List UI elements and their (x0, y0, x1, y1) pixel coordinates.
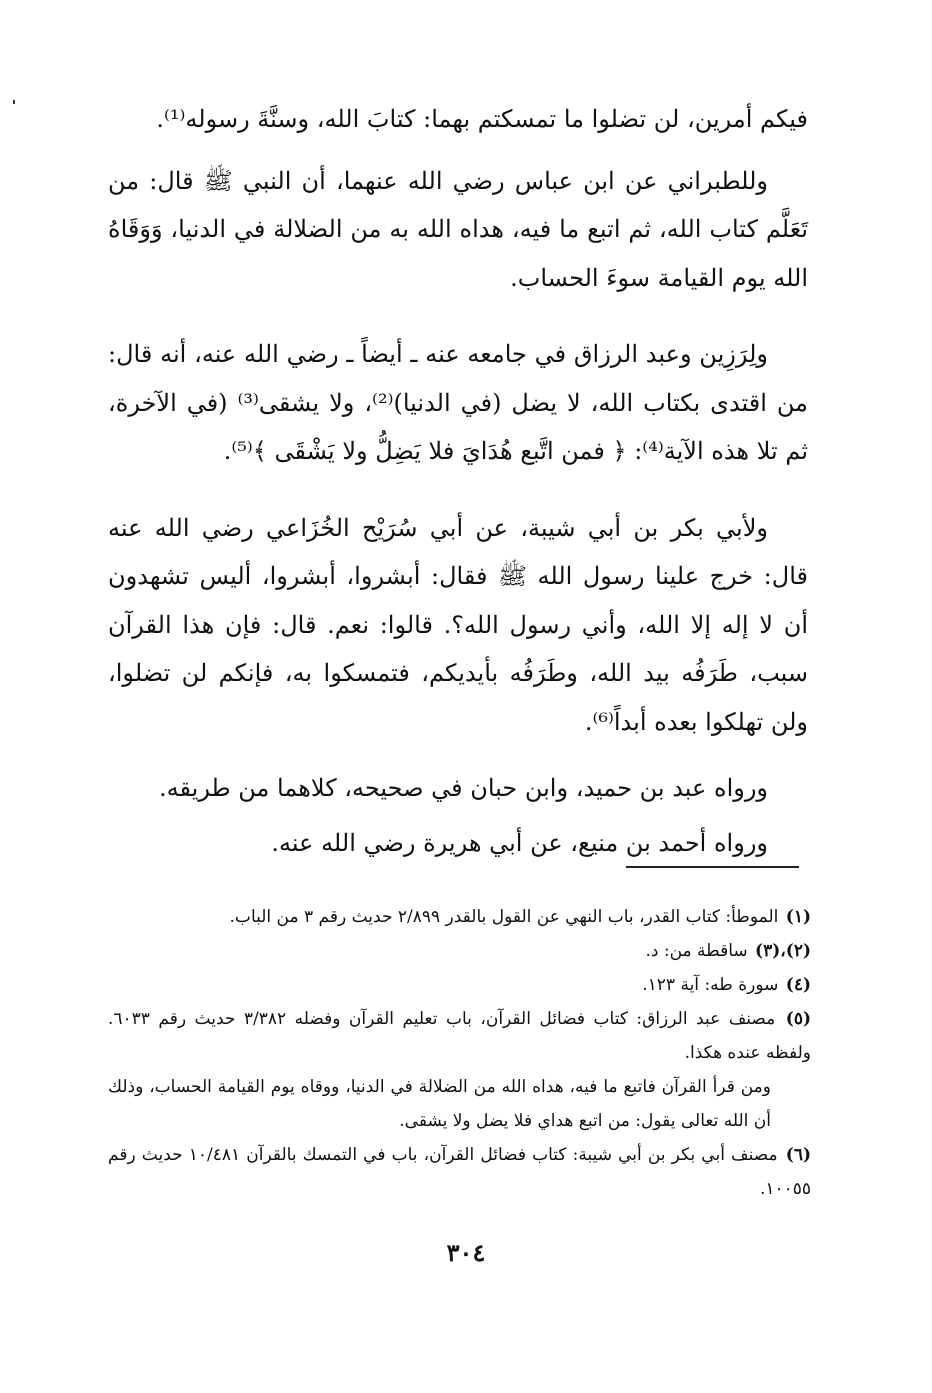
footnote-number: (٤) (785, 975, 811, 995)
footnote-number: (٦) (785, 1145, 811, 1165)
page-number: ٣٠٤ (446, 1238, 486, 1267)
footnote-6 (108, 1138, 811, 1206)
footnote-text: الموطأ: كتاب القدر، باب النهي عن القول بالقدر ٢/٨٩٩ حديث رقم ٣ من الباب. (229, 907, 779, 927)
main-text-block (108, 95, 808, 867)
footnote-separator (626, 866, 799, 868)
footnote-number: (٢)،(٣) (755, 941, 811, 961)
footnote-number: (٥) (785, 1009, 811, 1029)
footnote-number: (١) (785, 907, 811, 927)
footnote-2-3 (108, 934, 811, 968)
footnote-text: ساقطة من: د. (645, 941, 748, 961)
footnote-5 (108, 1002, 811, 1070)
main-paragraph-3: ولِرَزِين وعبد الرزاق في جامعه عنه ـ أيضاً ـ رضي الله عنه، أنه قال: من اقتدى بكتاب الله، لا يضل (في الدنيا)⁽²⁾، ولا يشقى⁽³⁾ (في الآخرة، ثم تلا هذه الآية⁽⁴⁾: ﴿ فمن اتَّبع هُدَايَ فلا يَضِلُّ ولا يَشْقَى ﴾⁽⁵⁾. (108, 340, 809, 465)
main-paragraph-4: ولأبي بكر بن أبي شيبة، عن أبي سُرَيْح الخُزَاعي رضي الله عنه قال: خرج علينا رسول الله ﷺ فقال: أبشروا، أبشروا، أليس تشهدون أن لا إله إلا الله، وأني رسول الله؟. قالوا: نعم. قال: فإن هذا القرآن سبب، طَرَفُه بيد الله، وطَرَفُه بأيديكم، فتمسكوا به، فإنكم لن تضلوا، ولن تهلكوا بعده أبداً⁽⁶⁾. (108, 513, 808, 736)
main-paragraph-2: وللطبراني عن ابن عباس رضي الله عنهما، أن النبي ﷺ قال: من تَعَلَّم كتاب الله، ثم اتبع ما فيه، هداه الله به من الضلالة في الدنيا، وَوَقَاهُ الله يوم القيامة سوءَ الحساب. (108, 166, 808, 292)
main-paragraph-6: ورواه أحمد بن منيع، عن أبي هريرة رضي الله عنه. (271, 828, 768, 857)
footnotes-block (108, 900, 811, 1206)
footnote-text: مصنف أبي بكر بن أبي شيبة: كتاب فضائل القرآن، باب في التمسك بالقرآن ١٠/٤٨١ حديث رقم ١٠٠٥٥. (108, 1145, 811, 1199)
scan-speck (13, 100, 15, 104)
footnote-5-continuation (108, 1070, 811, 1138)
footnote-1 (108, 900, 811, 934)
footnote-text: سورة طه: آية ١٢٣. (642, 975, 779, 995)
footnote-text: ومن قرأ القرآن فاتبع ما فيه، هداه الله من الضلالة في الدنيا، ووقاه يوم القيامة الحساب، وذلك أن الله تعالى يقول: من اتبع هداي فلا يضل ولا يشقى. (108, 1077, 771, 1131)
main-paragraph-1: فيكم أمرين، لن تضلوا ما تمسكتم بهما: كتابَ الله، وسنَّةَ رسوله⁽¹⁾. (156, 105, 808, 133)
footnote-text: مصنف عبد الرزاق: كتاب فضائل القرآن، باب تعليم القرآن وفضله ٣/٣٨٢ حديث رقم ٦٠٣٣. ولفظه عنده هكذا. (108, 1009, 811, 1063)
main-paragraph-5: ورواه عبد بن حميد، وابن حبان في صحيحه، كلاهما من طريقه. (159, 774, 768, 802)
footnote-4 (108, 968, 811, 1002)
